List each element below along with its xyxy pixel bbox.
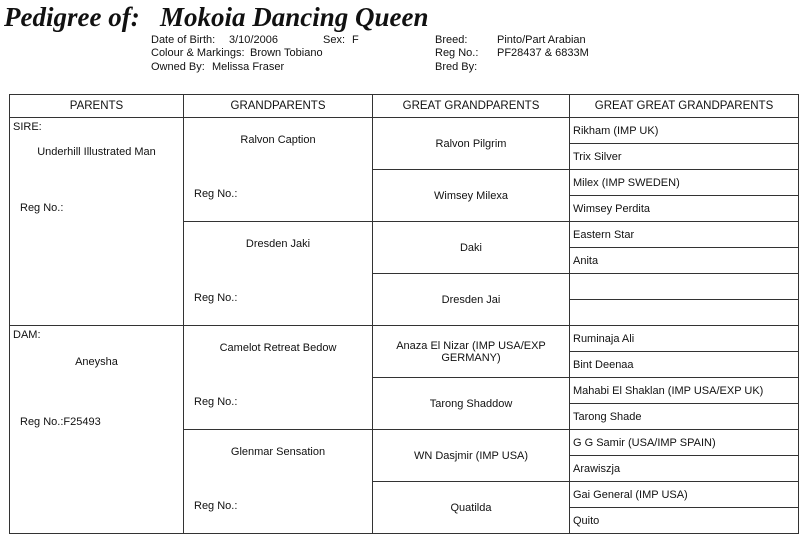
- great-grandparent: Quatilda: [373, 482, 570, 534]
- dam-label: DAM:: [13, 329, 41, 341]
- grandparent-name: Glenmar Sensation: [230, 446, 326, 458]
- colour-value: Brown Tobiano: [250, 47, 323, 59]
- regno-label: Reg No.:: [435, 47, 479, 59]
- grandparent-name: Camelot Retreat Bedow: [219, 342, 337, 354]
- great-grandparent: Anaza El Nizar (IMP USA/EXP GERMANY): [373, 326, 570, 378]
- great-great-grandparent: Milex (IMP SWEDEN): [570, 170, 799, 196]
- dam-name: Aneysha: [75, 356, 118, 368]
- dam-cell: [10, 326, 184, 534]
- title: [4, 2, 140, 33]
- great-grandparent: Tarong Shaddow: [373, 378, 570, 430]
- horse-name: Mokoia Dancing Queen: [160, 2, 429, 32]
- col-great-great-grandparents: GREAT GREAT GRANDPARENTS: [570, 95, 799, 118]
- great-great-grandparent: Trix Silver: [570, 144, 799, 170]
- breed-label: Breed:: [435, 34, 468, 46]
- great-great-grandparent: [570, 274, 799, 300]
- dam-grandparent-2: [184, 430, 373, 534]
- dob-label: Date of Birth:: [151, 34, 216, 46]
- grandparent-name: Dresden Jaki: [245, 238, 311, 250]
- sire-grandparent-2: [184, 222, 373, 326]
- great-grandparent: Daki: [373, 222, 570, 274]
- great-great-grandparent: Wimsey Perdita: [570, 196, 799, 222]
- great-great-grandparent: [570, 300, 799, 326]
- great-great-grandparent: Rikham (IMP UK): [570, 118, 799, 144]
- grandparent-reg: Reg No.:: [194, 188, 238, 200]
- sex-label: Sex:: [323, 34, 346, 46]
- col-parents: PARENTS: [10, 95, 184, 118]
- great-great-grandparent: Mahabi El Shaklan (IMP USA/EXP UK): [570, 378, 799, 404]
- grandparent-reg: Reg No.:: [194, 500, 238, 512]
- sire-cell: [10, 118, 184, 326]
- great-great-grandparent: G G Samir (USA/IMP SPAIN): [570, 430, 799, 456]
- sire-name: Underhill Illustrated Man: [37, 146, 156, 158]
- sex-value: F: [352, 34, 359, 46]
- great-great-grandparent: Eastern Star: [570, 222, 799, 248]
- pedigree-table: [9, 94, 799, 534]
- great-grandparent: Dresden Jai: [373, 274, 570, 326]
- owner-value: Melissa Fraser: [212, 61, 285, 73]
- great-great-grandparent: Gai General (IMP USA): [570, 482, 799, 508]
- great-great-grandparent: Anita: [570, 248, 799, 274]
- dob-value: 3/10/2006: [229, 34, 278, 46]
- dam-grandparent-1: [184, 326, 373, 430]
- title-prefix: Pedigree of:: [4, 2, 140, 32]
- owner-label: Owned By:: [151, 61, 205, 73]
- great-grandparent: Ralvon Pilgrim: [373, 118, 570, 170]
- sire-reg: Reg No.:: [20, 202, 64, 214]
- col-great-grandparents: GREAT GRANDPARENTS: [373, 95, 570, 118]
- great-great-grandparent: Arawiszja: [570, 456, 799, 482]
- breed-value: Pinto/Part Arabian: [497, 34, 586, 46]
- great-grandparent: Wimsey Milexa: [373, 170, 570, 222]
- header-row: [10, 95, 799, 118]
- dam-reg: Reg No.:F25493: [20, 416, 101, 428]
- grandparent-reg: Reg No.:: [194, 292, 238, 304]
- sire-grandparent-1: [184, 118, 373, 222]
- col-grandparents: GRANDPARENTS: [184, 95, 373, 118]
- colour-label: Colour & Markings:: [151, 47, 245, 59]
- regno-value: PF28437 & 6833M: [497, 47, 589, 59]
- grandparent-name: Ralvon Caption: [240, 134, 316, 146]
- great-grandparent: WN Dasjmir (IMP USA): [373, 430, 570, 482]
- great-great-grandparent: Ruminaja Ali: [570, 326, 799, 352]
- grandparent-reg: Reg No.:: [194, 396, 238, 408]
- great-great-grandparent: Quito: [570, 508, 799, 534]
- sire-label: SIRE:: [13, 121, 42, 133]
- great-great-grandparent: Bint Deenaa: [570, 352, 799, 378]
- great-great-grandparent: Tarong Shade: [570, 404, 799, 430]
- bredby-label: Bred By:: [435, 61, 478, 73]
